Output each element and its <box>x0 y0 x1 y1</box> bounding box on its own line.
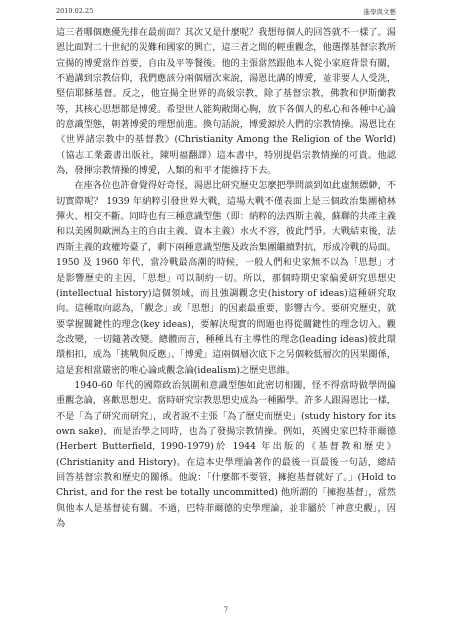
running-header <box>56 7 396 19</box>
page-number: 7 <box>223 606 229 614</box>
paragraph-2: 在座各位也許會覺得好奇怪，湯恩比研究歷史怎麼把學問談到如此虛無縹緲，不切實際呢？ 1939 年納粹引發世界大戰，這場大戰不僅表面上是三個政治集團槍林彈火、相交不斷。同時也有三種意識型態（即：納粹的法西斯主義，蘇聯的共產主義和以美國與歐洲為主的自由主義、資本主義）水火不容，彼此鬥爭。大戰結束後，法西斯主義的政權垮臺了，剩下兩種意識型態及政治集團繼續對抗，形成冷戰的局面。1950 及 1960 年代，當冷戰最高潮的時候，一般人們和史家無不以為「思想」才是影響歷史的主因，「思想」可以制約一切。所以，那個時期史家偏愛研究思想史(intellectual history)這個領域，而且強調觀念史(history of ideas)這種研究取向。這種取向認為，「觀念」或「思想」的因素最重要，影響古今。要研究歷史，就要掌握關鍵性的理念(key ideas)，要解決現實的問題也得從關鍵性的理念切入。觀念改變，一切隨著改變。總體而言，種種具有主導性的理念(leading ideas)彼此環環相扣，成為「挑戰與反應」、「博愛」這兩個層次底下之另個較低層次的因果關係，這是套相當嚴密的唯心論或觀念論(idealism)之歷史思維。 <box>56 180 396 376</box>
header-rule <box>56 19 396 20</box>
header-title: 進學與文藝 <box>363 8 396 16</box>
paragraph-3: 1940-60 年代的國際政治氛圍和意識型態如此密切相關，怪不得當時做學問偏重觀念論，喜歡思想史。當時研究宗教思想史成為一種顯學。許多人跟湯恩比一樣，不是「為了研究而研究」，或者說不主張「為了歷史而歷史」(study history for its own sake)，而是治學之同時，也為了發揚宗教情操。例如，英國史家巴特菲爾德(Herbert Butterfield, 1990-1979)於 1944 年出版的《基督教和歷史》(Christianity and History)。在這本史學理論著作的最後一頁最後一句話，總結回答基督宗教和歷史的關係。他說：「什麼都不要管，擁抱基督就好了。」(Hold to Christ, and for the rest be totally uncommitted) 他所謂的「擁抱基督」，當然與他本人是基督徒有關。不過，巴特菲爾德的史學理論，並非屬於「神意史觀」，因為 <box>56 379 396 529</box>
article-body <box>56 25 396 531</box>
header-date: 2019.02.25 <box>56 7 94 15</box>
paragraph-1: 這三者哪個應優先排在最前面？其次又是什麼呢？我想每個人的回答就不一樣了。湯恩比面對二十世紀的災難和國家的興亡，這三者之間的輕重觀念，他選擇基督宗教所宣揚的博愛當作首要，自由及平等餐後。他的主張當然跟他本人從小家庭背景有關，不過講到宗教信仰，我們應該分兩個層次來說，湯恩比講的博愛，並非要人人受洗，堅信耶穌基督。反之，他宣揚全世界的高級宗教，除了基督宗教，佛教和伊斯蘭教等，其核心思想都是博愛。希望世人能夠敞開心胸，放下各個人的私心和各種中心論的意識型態，朝著博愛的理想前進。換句話說，博愛源於人們的宗教情操。湯恩比在《世界諸宗教中的基督教》(Christianity Among the Religion of the World)（協志工業叢書出版社，陳明福翻譯）這本書中，特別提倡宗教情操的可貴。他認為，發揮宗教情操的博愛，人類的和平才能維持下去。 <box>56 27 396 177</box>
